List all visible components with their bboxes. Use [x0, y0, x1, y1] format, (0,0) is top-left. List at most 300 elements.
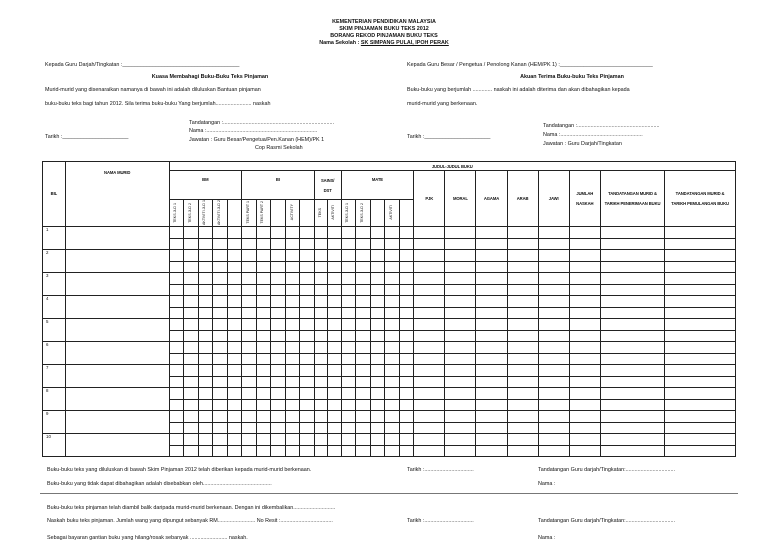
entry-cell[interactable] [370, 284, 385, 295]
entry-cell[interactable] [399, 249, 414, 261]
entry-cell[interactable] [665, 422, 736, 433]
left-date-field[interactable]: Tarikh :______________________ [45, 134, 129, 140]
entry-cell[interactable] [665, 341, 736, 353]
entry-cell[interactable] [445, 272, 476, 284]
entry-cell[interactable] [213, 353, 228, 364]
entry-cell[interactable] [227, 341, 242, 353]
entry-cell[interactable] [414, 445, 445, 456]
entry-cell[interactable] [476, 272, 507, 284]
entry-cell[interactable] [538, 353, 569, 364]
entry-cell[interactable] [399, 261, 414, 272]
entry-cell[interactable] [285, 226, 300, 238]
entry-cell[interactable] [285, 307, 300, 318]
entry-cell[interactable] [370, 422, 385, 433]
entry-cell[interactable] [184, 226, 199, 238]
entry-cell[interactable] [213, 330, 228, 341]
entry-cell[interactable] [370, 261, 385, 272]
entry-cell[interactable] [285, 376, 300, 387]
entry-cell[interactable] [414, 399, 445, 410]
entry-cell[interactable] [198, 387, 213, 399]
entry-cell[interactable] [569, 238, 600, 249]
entry-cell[interactable] [507, 341, 538, 353]
entry-cell[interactable] [328, 295, 341, 307]
entry-cell[interactable] [569, 307, 600, 318]
left-recipient[interactable]: Kepada Guru Darjah/Tingkatan :_______________________________________ [45, 62, 240, 68]
entry-cell[interactable] [445, 433, 476, 445]
entry-cell[interactable] [385, 399, 400, 410]
entry-cell[interactable] [227, 422, 242, 433]
student-name-cell[interactable] [65, 341, 169, 364]
entry-cell[interactable] [569, 261, 600, 272]
entry-cell[interactable] [227, 330, 242, 341]
entry-cell[interactable] [169, 272, 184, 284]
entry-cell[interactable] [198, 410, 213, 422]
entry-cell[interactable] [213, 272, 228, 284]
entry-cell[interactable] [285, 341, 300, 353]
footer-date-2[interactable]: Tarikh :................................. [407, 518, 474, 524]
entry-cell[interactable] [184, 295, 199, 307]
entry-cell[interactable] [213, 318, 228, 330]
entry-cell[interactable] [445, 238, 476, 249]
entry-cell[interactable] [256, 295, 271, 307]
entry-cell[interactable] [569, 376, 600, 387]
entry-cell[interactable] [399, 387, 414, 399]
entry-cell[interactable] [271, 376, 286, 387]
entry-cell[interactable] [242, 261, 257, 272]
entry-cell[interactable] [256, 261, 271, 272]
entry-cell[interactable] [569, 295, 600, 307]
entry-cell[interactable] [271, 353, 286, 364]
entry-cell[interactable] [300, 353, 315, 364]
entry-cell[interactable] [328, 238, 341, 249]
entry-cell[interactable] [314, 410, 327, 422]
entry-cell[interactable] [285, 445, 300, 456]
entry-cell[interactable] [569, 272, 600, 284]
entry-cell[interactable] [341, 422, 356, 433]
entry-cell[interactable] [341, 318, 356, 330]
entry-cell[interactable] [328, 364, 341, 376]
entry-cell[interactable] [356, 284, 371, 295]
entry-cell[interactable] [507, 364, 538, 376]
entry-cell[interactable] [370, 295, 385, 307]
entry-cell[interactable] [285, 433, 300, 445]
left-name-line[interactable]: Nama :.......................................................................... [189, 128, 318, 134]
entry-cell[interactable] [665, 249, 736, 261]
entry-cell[interactable] [385, 445, 400, 456]
left-signature-line[interactable]: Tandatangan :.......................................................................... [189, 120, 334, 126]
entry-cell[interactable] [476, 399, 507, 410]
entry-cell[interactable] [198, 284, 213, 295]
entry-cell[interactable] [271, 364, 286, 376]
entry-cell[interactable] [314, 341, 327, 353]
entry-cell[interactable] [370, 318, 385, 330]
entry-cell[interactable] [600, 364, 664, 376]
entry-cell[interactable] [314, 364, 327, 376]
entry-cell[interactable] [314, 330, 327, 341]
entry-cell[interactable] [242, 307, 257, 318]
entry-cell[interactable] [538, 238, 569, 249]
entry-cell[interactable] [600, 341, 664, 353]
student-name-cell[interactable] [65, 410, 169, 433]
entry-cell[interactable] [414, 364, 445, 376]
entry-cell[interactable] [356, 307, 371, 318]
entry-cell[interactable] [665, 330, 736, 341]
entry-cell[interactable] [665, 226, 736, 238]
entry-cell[interactable] [213, 226, 228, 238]
entry-cell[interactable] [538, 376, 569, 387]
entry-cell[interactable] [285, 238, 300, 249]
entry-cell[interactable] [314, 445, 327, 456]
entry-cell[interactable] [569, 330, 600, 341]
entry-cell[interactable] [507, 445, 538, 456]
entry-cell[interactable] [314, 295, 327, 307]
entry-cell[interactable] [242, 272, 257, 284]
entry-cell[interactable] [341, 364, 356, 376]
entry-cell[interactable] [271, 445, 286, 456]
entry-cell[interactable] [476, 387, 507, 399]
entry-cell[interactable] [600, 376, 664, 387]
entry-cell[interactable] [665, 445, 736, 456]
entry-cell[interactable] [600, 318, 664, 330]
entry-cell[interactable] [213, 445, 228, 456]
entry-cell[interactable] [600, 445, 664, 456]
entry-cell[interactable] [328, 226, 341, 238]
student-name-cell[interactable] [65, 387, 169, 410]
entry-cell[interactable] [356, 261, 371, 272]
entry-cell[interactable] [300, 422, 315, 433]
entry-cell[interactable] [314, 318, 327, 330]
entry-cell[interactable] [169, 330, 184, 341]
entry-cell[interactable] [569, 445, 600, 456]
entry-cell[interactable] [341, 307, 356, 318]
entry-cell[interactable] [665, 353, 736, 364]
entry-cell[interactable] [569, 341, 600, 353]
student-name-cell[interactable] [65, 318, 169, 341]
entry-cell[interactable] [169, 261, 184, 272]
entry-cell[interactable] [169, 295, 184, 307]
entry-cell[interactable] [198, 341, 213, 353]
entry-cell[interactable] [356, 376, 371, 387]
entry-cell[interactable] [271, 433, 286, 445]
entry-cell[interactable] [169, 364, 184, 376]
entry-cell[interactable] [399, 376, 414, 387]
entry-cell[interactable] [271, 295, 286, 307]
entry-cell[interactable] [169, 422, 184, 433]
entry-cell[interactable] [213, 399, 228, 410]
entry-cell[interactable] [370, 226, 385, 238]
right-name-line[interactable]: Nama :....................................................... [543, 132, 643, 138]
entry-cell[interactable] [213, 433, 228, 445]
entry-cell[interactable] [300, 399, 315, 410]
entry-cell[interactable] [356, 226, 371, 238]
entry-cell[interactable] [414, 226, 445, 238]
entry-cell[interactable] [370, 238, 385, 249]
entry-cell[interactable] [213, 261, 228, 272]
entry-cell[interactable] [538, 272, 569, 284]
entry-cell[interactable] [285, 261, 300, 272]
entry-cell[interactable] [213, 364, 228, 376]
entry-cell[interactable] [213, 249, 228, 261]
entry-cell[interactable] [385, 307, 400, 318]
entry-cell[interactable] [271, 261, 286, 272]
entry-cell[interactable] [169, 376, 184, 387]
entry-cell[interactable] [341, 226, 356, 238]
entry-cell[interactable] [285, 364, 300, 376]
entry-cell[interactable] [198, 226, 213, 238]
entry-cell[interactable] [507, 399, 538, 410]
entry-cell[interactable] [385, 295, 400, 307]
entry-cell[interactable] [271, 307, 286, 318]
entry-cell[interactable] [169, 399, 184, 410]
entry-cell[interactable] [341, 410, 356, 422]
entry-cell[interactable] [399, 284, 414, 295]
entry-cell[interactable] [414, 295, 445, 307]
footer-teacher-signature-2[interactable]: Tandatangan Guru darjah/Tingkatan:................................. [538, 518, 676, 524]
entry-cell[interactable] [169, 226, 184, 238]
entry-cell[interactable] [507, 433, 538, 445]
entry-cell[interactable] [227, 433, 242, 445]
entry-cell[interactable] [370, 341, 385, 353]
entry-cell[interactable] [538, 330, 569, 341]
entry-cell[interactable] [341, 399, 356, 410]
entry-cell[interactable] [285, 399, 300, 410]
entry-cell[interactable] [242, 353, 257, 364]
footer-undistributed-text[interactable]: Buku-buku yang tidak dapat dibahagikan adalah disebabkan oleh.............................................. [47, 481, 272, 487]
entry-cell[interactable] [399, 353, 414, 364]
entry-cell[interactable] [184, 445, 199, 456]
entry-cell[interactable] [227, 410, 242, 422]
entry-cell[interactable] [198, 238, 213, 249]
student-name-cell[interactable] [65, 226, 169, 249]
entry-cell[interactable] [184, 422, 199, 433]
entry-cell[interactable] [445, 399, 476, 410]
entry-cell[interactable] [256, 433, 271, 445]
entry-cell[interactable] [184, 284, 199, 295]
entry-cell[interactable] [665, 399, 736, 410]
entry-cell[interactable] [198, 433, 213, 445]
entry-cell[interactable] [538, 341, 569, 353]
entry-cell[interactable] [328, 445, 341, 456]
entry-cell[interactable] [414, 376, 445, 387]
entry-cell[interactable] [328, 318, 341, 330]
entry-cell[interactable] [314, 433, 327, 445]
entry-cell[interactable] [665, 376, 736, 387]
entry-cell[interactable] [328, 261, 341, 272]
entry-cell[interactable] [476, 410, 507, 422]
entry-cell[interactable] [414, 387, 445, 399]
entry-cell[interactable] [300, 318, 315, 330]
entry-cell[interactable] [285, 249, 300, 261]
entry-cell[interactable] [169, 318, 184, 330]
entry-cell[interactable] [169, 353, 184, 364]
entry-cell[interactable] [314, 249, 327, 261]
entry-cell[interactable] [198, 364, 213, 376]
entry-cell[interactable] [314, 226, 327, 238]
entry-cell[interactable] [328, 284, 341, 295]
entry-cell[interactable] [538, 433, 569, 445]
entry-cell[interactable] [285, 353, 300, 364]
entry-cell[interactable] [256, 226, 271, 238]
entry-cell[interactable] [213, 422, 228, 433]
entry-cell[interactable] [476, 318, 507, 330]
entry-cell[interactable] [507, 249, 538, 261]
entry-cell[interactable] [271, 226, 286, 238]
entry-cell[interactable] [242, 364, 257, 376]
entry-cell[interactable] [285, 318, 300, 330]
entry-cell[interactable] [256, 330, 271, 341]
entry-cell[interactable] [341, 261, 356, 272]
entry-cell[interactable] [198, 422, 213, 433]
student-name-cell[interactable] [65, 364, 169, 387]
entry-cell[interactable] [341, 445, 356, 456]
entry-cell[interactable] [385, 341, 400, 353]
entry-cell[interactable] [198, 295, 213, 307]
entry-cell[interactable] [328, 341, 341, 353]
entry-cell[interactable] [356, 341, 371, 353]
entry-cell[interactable] [445, 318, 476, 330]
entry-cell[interactable] [300, 445, 315, 456]
entry-cell[interactable] [227, 284, 242, 295]
footer-payment-text[interactable]: Naskah buku teks pinjaman. Jumlah wang yang dipungut sebanyak RM......................... No Resit :................................... [47, 518, 333, 524]
entry-cell[interactable] [356, 410, 371, 422]
entry-cell[interactable] [227, 238, 242, 249]
entry-cell[interactable] [198, 376, 213, 387]
entry-cell[interactable] [445, 307, 476, 318]
entry-cell[interactable] [198, 445, 213, 456]
entry-cell[interactable] [356, 249, 371, 261]
entry-cell[interactable] [507, 410, 538, 422]
entry-cell[interactable] [213, 376, 228, 387]
entry-cell[interactable] [300, 272, 315, 284]
entry-cell[interactable] [356, 445, 371, 456]
entry-cell[interactable] [414, 433, 445, 445]
entry-cell[interactable] [507, 295, 538, 307]
entry-cell[interactable] [256, 399, 271, 410]
entry-cell[interactable] [569, 249, 600, 261]
entry-cell[interactable] [198, 353, 213, 364]
entry-cell[interactable] [169, 238, 184, 249]
entry-cell[interactable] [227, 318, 242, 330]
entry-cell[interactable] [184, 272, 199, 284]
entry-cell[interactable] [399, 238, 414, 249]
entry-cell[interactable] [242, 330, 257, 341]
entry-cell[interactable] [399, 272, 414, 284]
entry-cell[interactable] [445, 445, 476, 456]
entry-cell[interactable] [198, 399, 213, 410]
entry-cell[interactable] [538, 249, 569, 261]
entry-cell[interactable] [476, 353, 507, 364]
entry-cell[interactable] [665, 295, 736, 307]
entry-cell[interactable] [414, 318, 445, 330]
entry-cell[interactable] [569, 399, 600, 410]
entry-cell[interactable] [271, 318, 286, 330]
entry-cell[interactable] [300, 249, 315, 261]
entry-cell[interactable] [314, 307, 327, 318]
entry-cell[interactable] [600, 261, 664, 272]
entry-cell[interactable] [198, 330, 213, 341]
entry-cell[interactable] [271, 422, 286, 433]
entry-cell[interactable] [198, 261, 213, 272]
entry-cell[interactable] [370, 433, 385, 445]
entry-cell[interactable] [445, 226, 476, 238]
entry-cell[interactable] [385, 364, 400, 376]
entry-cell[interactable] [184, 353, 199, 364]
entry-cell[interactable] [242, 238, 257, 249]
entry-cell[interactable] [314, 284, 327, 295]
entry-cell[interactable] [370, 364, 385, 376]
entry-cell[interactable] [227, 295, 242, 307]
entry-cell[interactable] [569, 387, 600, 399]
entry-cell[interactable] [356, 295, 371, 307]
entry-cell[interactable] [213, 387, 228, 399]
entry-cell[interactable] [665, 318, 736, 330]
entry-cell[interactable] [341, 353, 356, 364]
entry-cell[interactable] [414, 353, 445, 364]
entry-cell[interactable] [314, 238, 327, 249]
entry-cell[interactable] [256, 341, 271, 353]
entry-cell[interactable] [169, 341, 184, 353]
entry-cell[interactable] [569, 433, 600, 445]
entry-cell[interactable] [507, 353, 538, 364]
entry-cell[interactable] [184, 410, 199, 422]
entry-cell[interactable] [569, 226, 600, 238]
entry-cell[interactable] [328, 330, 341, 341]
entry-cell[interactable] [256, 307, 271, 318]
entry-cell[interactable] [227, 399, 242, 410]
entry-cell[interactable] [256, 410, 271, 422]
entry-cell[interactable] [600, 284, 664, 295]
entry-cell[interactable] [198, 318, 213, 330]
entry-cell[interactable] [385, 387, 400, 399]
entry-cell[interactable] [600, 272, 664, 284]
entry-cell[interactable] [341, 284, 356, 295]
entry-cell[interactable] [242, 318, 257, 330]
entry-cell[interactable] [399, 318, 414, 330]
entry-cell[interactable] [184, 376, 199, 387]
footer-replacement-text[interactable]: Sebagai bayaran gantian buku yang hilang/rosak sebanyak ......................... naskah. [47, 535, 248, 541]
entry-cell[interactable] [242, 422, 257, 433]
entry-cell[interactable] [328, 422, 341, 433]
entry-cell[interactable] [507, 238, 538, 249]
entry-cell[interactable] [414, 249, 445, 261]
entry-cell[interactable] [538, 422, 569, 433]
entry-cell[interactable] [169, 433, 184, 445]
entry-cell[interactable] [328, 376, 341, 387]
entry-cell[interactable] [445, 422, 476, 433]
entry-cell[interactable] [285, 387, 300, 399]
student-name-cell[interactable] [65, 433, 169, 456]
entry-cell[interactable] [328, 249, 341, 261]
entry-cell[interactable] [507, 284, 538, 295]
entry-cell[interactable] [507, 307, 538, 318]
entry-cell[interactable] [476, 330, 507, 341]
entry-cell[interactable] [445, 341, 476, 353]
entry-cell[interactable] [227, 226, 242, 238]
entry-cell[interactable] [600, 399, 664, 410]
entry-cell[interactable] [538, 399, 569, 410]
entry-cell[interactable] [665, 261, 736, 272]
footer-name-1[interactable]: Nama : [538, 481, 556, 487]
entry-cell[interactable] [184, 318, 199, 330]
entry-cell[interactable] [314, 376, 327, 387]
entry-cell[interactable] [213, 307, 228, 318]
entry-cell[interactable] [399, 307, 414, 318]
entry-cell[interactable] [507, 330, 538, 341]
entry-cell[interactable] [300, 341, 315, 353]
entry-cell[interactable] [538, 295, 569, 307]
entry-cell[interactable] [227, 272, 242, 284]
entry-cell[interactable] [256, 249, 271, 261]
